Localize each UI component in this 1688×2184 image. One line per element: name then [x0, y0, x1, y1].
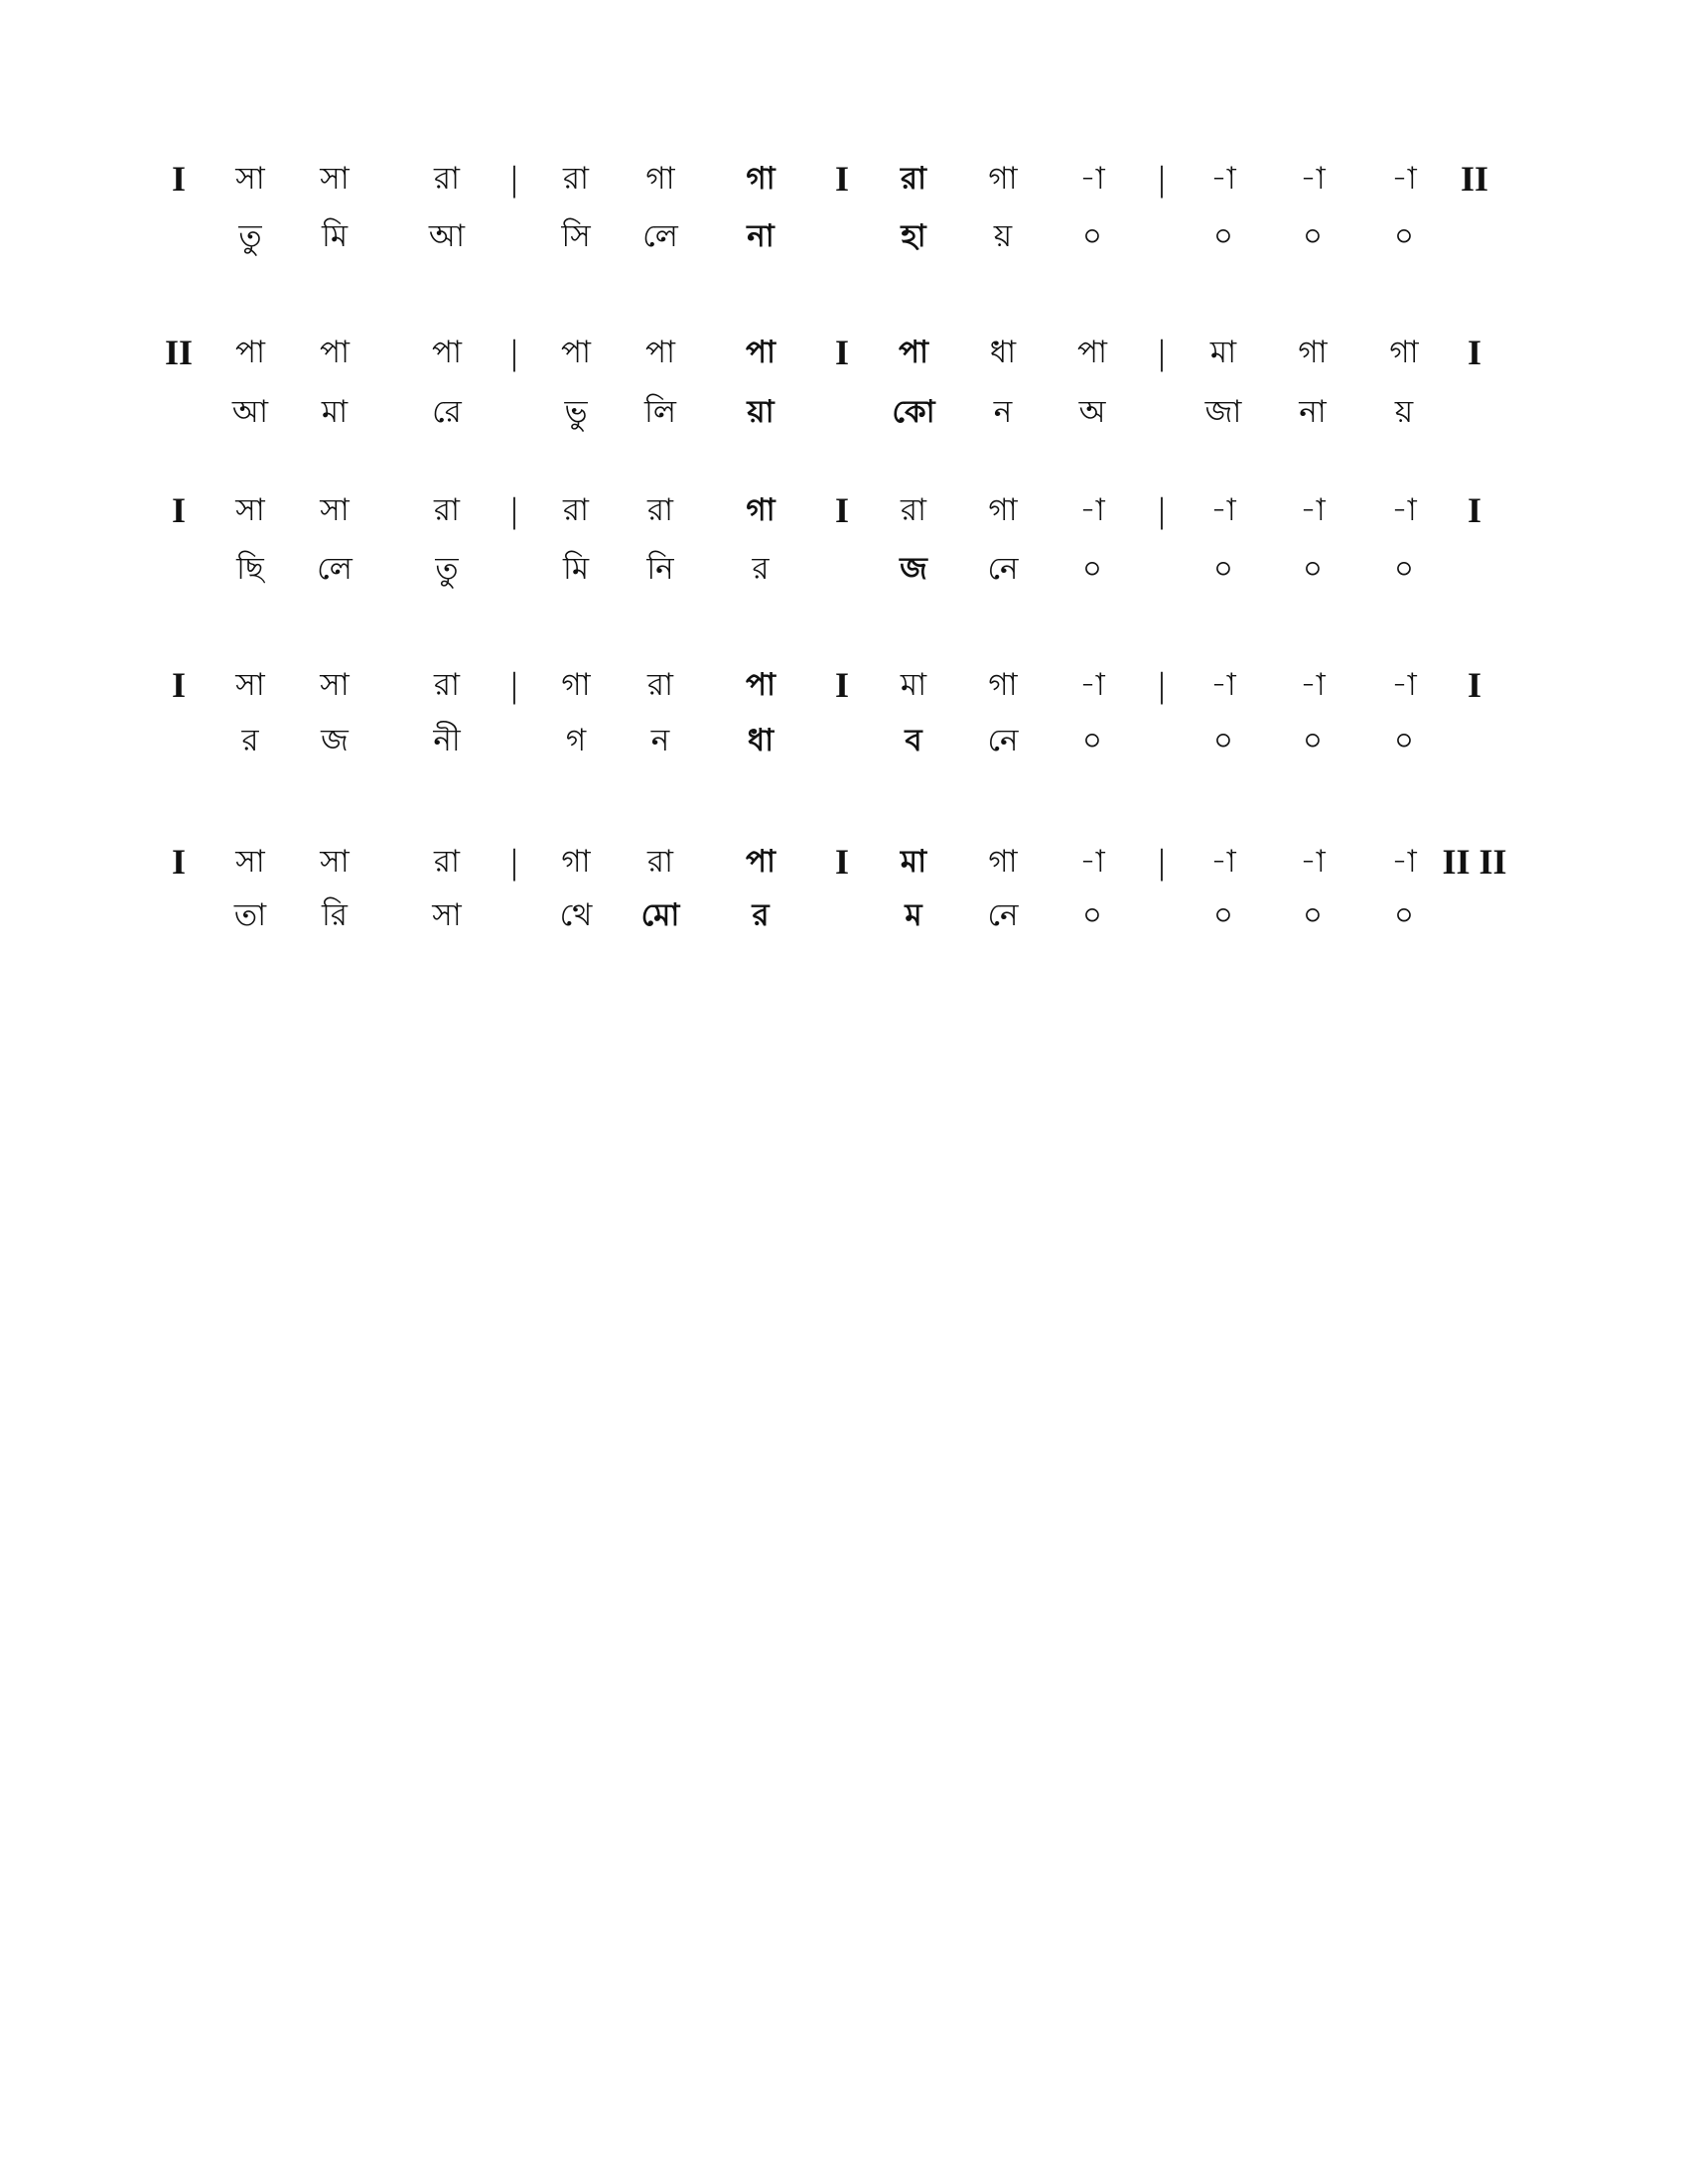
swara-note: -া: [1391, 844, 1417, 880]
bar-line: |: [510, 159, 518, 199]
lyric-syllable: লে: [642, 218, 678, 254]
swara-note: -া: [1391, 667, 1417, 703]
swara-note: গা: [988, 161, 1018, 197]
swara-note: -া: [1210, 492, 1236, 528]
swara-note: সা: [320, 161, 350, 197]
lyric-syllable: ০: [1302, 218, 1324, 254]
lyric-syllable: তু: [238, 218, 262, 254]
swara-note: রা: [900, 161, 927, 197]
bar-line: I: [171, 490, 187, 530]
swara-note: -া: [1300, 667, 1326, 703]
lyric-syllable: য়া: [747, 394, 774, 430]
lyric-row: [0, 206, 1688, 266]
swara-note: গা: [988, 667, 1018, 703]
bar-line: II: [164, 333, 194, 372]
swara-row: [0, 323, 1688, 382]
lyric-syllable: মি: [562, 551, 590, 587]
bar-line: I: [171, 665, 187, 705]
swara-row: [0, 832, 1688, 891]
lyric-syllable: ০: [1081, 723, 1103, 758]
lyric-syllable: না: [1299, 394, 1327, 430]
swara-note: গা: [561, 667, 591, 703]
swara-note: পা: [745, 335, 776, 370]
swara-note: মা: [1209, 335, 1237, 370]
swara-note: -া: [1391, 161, 1417, 197]
swara-note: -া: [1210, 844, 1236, 880]
lyric-syllable: ০: [1081, 218, 1103, 254]
lyric-syllable: ব: [905, 723, 922, 758]
lyric-syllable: অ: [1078, 394, 1106, 430]
swara-note: রা: [646, 667, 674, 703]
swara-note: -া: [1300, 161, 1326, 197]
swara-row: [0, 480, 1688, 540]
lyric-syllable: হা: [901, 218, 926, 254]
lyric-row: [0, 382, 1688, 442]
lyric-syllable: ০: [1212, 897, 1234, 933]
swara-row: [0, 655, 1688, 715]
lyric-syllable: রে: [432, 394, 462, 430]
swara-note: গা: [1298, 335, 1328, 370]
lyric-syllable: নী: [433, 723, 461, 758]
bar-line: |: [510, 333, 518, 372]
bar-line: I: [171, 842, 187, 882]
lyric-syllable: জ: [321, 723, 349, 758]
bar-line: I: [1467, 333, 1482, 372]
swara-note: পা: [431, 335, 463, 370]
swara-note: গা: [988, 844, 1018, 880]
lyric-syllable: ০: [1302, 723, 1324, 758]
swara-note: রা: [562, 161, 590, 197]
lyric-syllable: র: [752, 551, 770, 587]
lyric-syllable: ০: [1393, 218, 1415, 254]
bar-line: I: [834, 665, 850, 705]
lyric-syllable: নে: [987, 723, 1019, 758]
swara-note: রা: [646, 844, 674, 880]
lyric-syllable: সি: [561, 218, 591, 254]
swara-note: গা: [988, 492, 1018, 528]
swara-note: মা: [900, 667, 927, 703]
lyric-syllable: ছি: [236, 551, 264, 587]
lyric-syllable: ০: [1393, 551, 1415, 587]
lyric-syllable: আ: [428, 218, 466, 254]
lyric-syllable: জ: [900, 551, 927, 587]
bar-line: |: [1158, 490, 1166, 530]
swara-note: গা: [746, 492, 775, 528]
swara-note: গা: [645, 161, 675, 197]
swara-note: সা: [235, 667, 265, 703]
lyric-syllable: ০: [1302, 897, 1324, 933]
bar-line: I: [834, 333, 850, 372]
lyric-syllable: র: [241, 723, 259, 758]
bar-line: |: [510, 665, 518, 705]
swara-note: গা: [1389, 335, 1419, 370]
swara-note: পা: [745, 844, 776, 880]
lyric-syllable: ০: [1212, 218, 1234, 254]
swara-note: -া: [1079, 844, 1105, 880]
lyric-syllable: ন: [993, 394, 1013, 430]
lyric-syllable: ০: [1081, 897, 1103, 933]
lyric-syllable: য়: [1394, 394, 1414, 430]
lyric-syllable: ন: [650, 723, 670, 758]
swara-note: রা: [433, 844, 461, 880]
lyric-syllable: নে: [987, 897, 1019, 933]
swara-note: ধা: [989, 335, 1017, 370]
lyric-syllable: ভু: [564, 394, 588, 430]
lyric-syllable: আ: [231, 394, 269, 430]
swara-note: পা: [560, 335, 592, 370]
swara-note: মা: [900, 844, 927, 880]
swara-note: -া: [1079, 161, 1105, 197]
lyric-syllable: ০: [1302, 551, 1324, 587]
lyric-syllable: র: [752, 897, 770, 933]
lyric-syllable: না: [747, 218, 774, 254]
swara-note: সা: [320, 492, 350, 528]
bar-line: I: [1467, 490, 1482, 530]
swara-note: সা: [235, 161, 265, 197]
bar-line: I: [834, 159, 850, 199]
lyric-syllable: ০: [1081, 551, 1103, 587]
lyric-syllable: তা: [233, 897, 267, 933]
lyric-syllable: থে: [559, 897, 593, 933]
lyric-syllable: ০: [1212, 551, 1234, 587]
swara-note: পা: [745, 667, 776, 703]
bar-line: |: [1158, 159, 1166, 199]
lyric-syllable: কো: [892, 394, 935, 430]
swara-note: রা: [646, 492, 674, 528]
lyric-syllable: মো: [640, 897, 680, 933]
bar-line: |: [1158, 842, 1166, 882]
lyric-row: [0, 886, 1688, 945]
swara-note: রা: [433, 161, 461, 197]
swara-note: -া: [1300, 492, 1326, 528]
swara-note: সা: [235, 844, 265, 880]
lyric-row: [0, 711, 1688, 770]
lyric-syllable: ম: [905, 897, 922, 933]
swara-note: পা: [898, 335, 929, 370]
bar-line: |: [1158, 665, 1166, 705]
swara-note: -া: [1300, 844, 1326, 880]
swara-note: -া: [1079, 492, 1105, 528]
swara-note: -া: [1210, 667, 1236, 703]
lyric-syllable: নে: [987, 551, 1019, 587]
bar-line: I: [834, 842, 850, 882]
lyric-syllable: তু: [435, 551, 459, 587]
lyric-syllable: ০: [1212, 723, 1234, 758]
lyric-syllable: মি: [321, 218, 349, 254]
swara-note: রা: [433, 667, 461, 703]
bar-line: I: [1467, 665, 1482, 705]
bar-line: I: [171, 159, 187, 199]
lyric-row: [0, 539, 1688, 599]
bar-line: |: [510, 842, 518, 882]
lyric-syllable: ধা: [747, 723, 774, 758]
lyric-syllable: ০: [1393, 723, 1415, 758]
bar-line: I: [834, 490, 850, 530]
bar-line: |: [1158, 333, 1166, 372]
swara-note: সা: [320, 844, 350, 880]
swara-note: সা: [235, 492, 265, 528]
bar-line: |: [510, 490, 518, 530]
bar-line: II: [1460, 159, 1489, 199]
swara-note: -া: [1391, 492, 1417, 528]
swara-note: গা: [746, 161, 775, 197]
bar-line: II II: [1442, 842, 1507, 882]
lyric-syllable: ০: [1393, 897, 1415, 933]
lyric-syllable: জা: [1204, 394, 1242, 430]
swara-note: -া: [1210, 161, 1236, 197]
lyric-syllable: য়: [993, 218, 1013, 254]
swara-note: রা: [562, 492, 590, 528]
lyric-syllable: সা: [432, 897, 462, 933]
lyric-syllable: লে: [317, 551, 352, 587]
swara-row: [0, 149, 1688, 208]
lyric-syllable: লি: [644, 394, 676, 430]
lyric-syllable: মা: [321, 394, 349, 430]
lyric-syllable: গ: [565, 723, 587, 758]
swara-note: রা: [900, 492, 927, 528]
swara-note: গা: [561, 844, 591, 880]
swara-note: পা: [319, 335, 351, 370]
lyric-syllable: রি: [322, 897, 348, 933]
swara-note: পা: [234, 335, 266, 370]
swara-note: সা: [320, 667, 350, 703]
swara-note: পা: [644, 335, 676, 370]
lyric-syllable: নি: [646, 551, 674, 587]
swara-note: পা: [1076, 335, 1108, 370]
swara-note: -া: [1079, 667, 1105, 703]
swara-note: রা: [433, 492, 461, 528]
